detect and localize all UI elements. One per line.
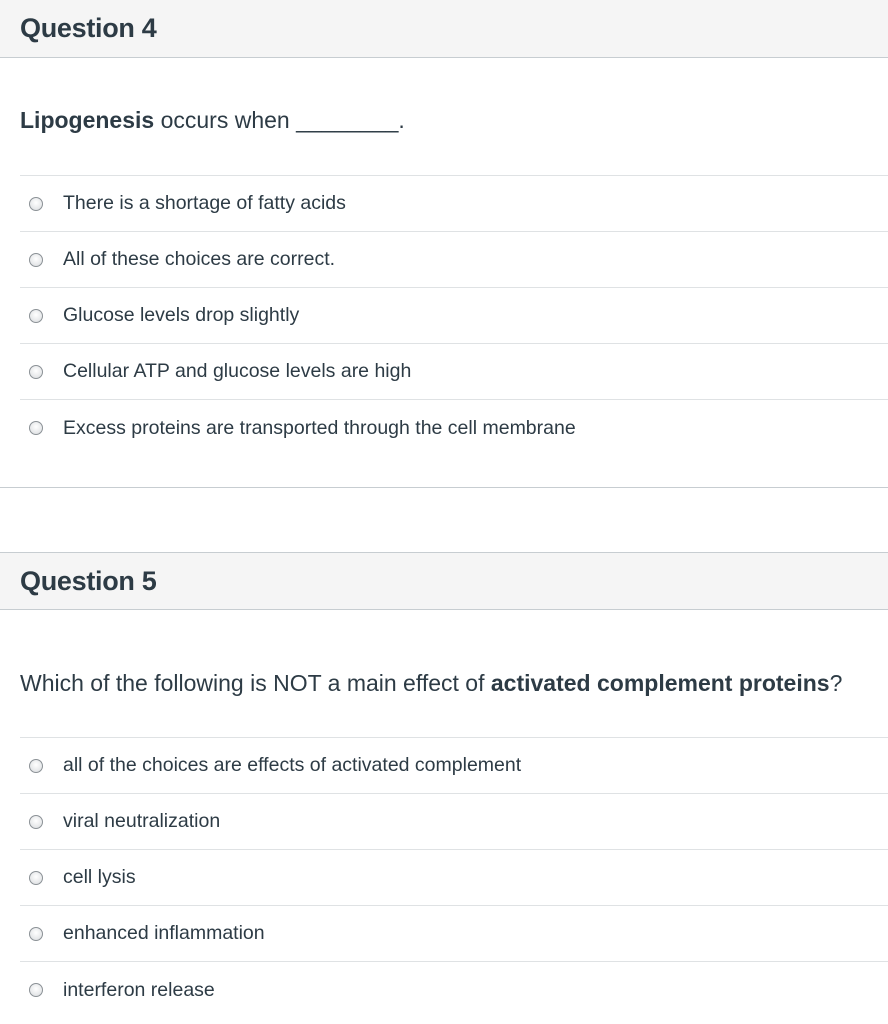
answer-option[interactable] xyxy=(20,738,888,794)
radio-button[interactable] xyxy=(29,759,43,773)
question-title: Question 5 xyxy=(20,565,157,596)
radio-button[interactable] xyxy=(29,983,43,997)
question-prompt xyxy=(20,670,842,697)
answer-list xyxy=(20,737,888,1018)
answer-list xyxy=(20,175,888,456)
answer-option[interactable] xyxy=(20,962,888,1018)
answer-option[interactable] xyxy=(20,850,888,906)
question-4 xyxy=(0,0,888,439)
answer-label: Cellular ATP and glucose levels are high xyxy=(63,360,412,382)
prompt-bold-term: Lipogenesis xyxy=(20,107,155,133)
prompt-text: occurs when ________. xyxy=(154,107,405,133)
radio-button[interactable] xyxy=(29,253,43,267)
question-header xyxy=(0,552,888,610)
question-header xyxy=(0,0,888,58)
answer-option[interactable] xyxy=(20,794,888,850)
question-5 xyxy=(0,552,888,1001)
radio-button[interactable] xyxy=(29,815,43,829)
radio-button[interactable] xyxy=(29,365,43,379)
answer-option[interactable] xyxy=(20,232,888,288)
answer-label: Excess proteins are transported through the cell membrane xyxy=(63,416,576,439)
answer-option[interactable] xyxy=(20,906,888,962)
answer-label: interferon release xyxy=(63,978,215,1001)
answer-label: Glucose levels drop slightly xyxy=(63,304,300,326)
radio-button[interactable] xyxy=(29,927,43,941)
prompt-bold-term: activated complement proteins xyxy=(490,670,830,696)
answer-option[interactable] xyxy=(20,288,888,344)
answer-option[interactable] xyxy=(20,176,888,232)
answer-label: enhanced inflammation xyxy=(63,922,265,944)
prompt-text: Which of the following is NOT a main effect of xyxy=(20,670,491,696)
answer-label: There is a shortage of fatty acids xyxy=(63,192,346,214)
question-divider xyxy=(0,487,888,488)
answer-label: All of these choices are correct. xyxy=(63,248,336,270)
question-title: Question 4 xyxy=(20,13,157,43)
radio-button[interactable] xyxy=(29,871,43,885)
answer-option[interactable] xyxy=(20,344,888,400)
radio-button[interactable] xyxy=(29,197,43,211)
radio-button[interactable] xyxy=(29,421,43,435)
question-prompt xyxy=(20,107,405,134)
radio-button[interactable] xyxy=(29,309,43,323)
prompt-punctuation: ? xyxy=(829,670,843,696)
answer-label: cell lysis xyxy=(63,866,136,888)
answer-option[interactable] xyxy=(20,400,888,456)
answer-label: all of the choices are effects of activated complement xyxy=(63,754,522,776)
answer-label: viral neutralization xyxy=(63,810,221,832)
